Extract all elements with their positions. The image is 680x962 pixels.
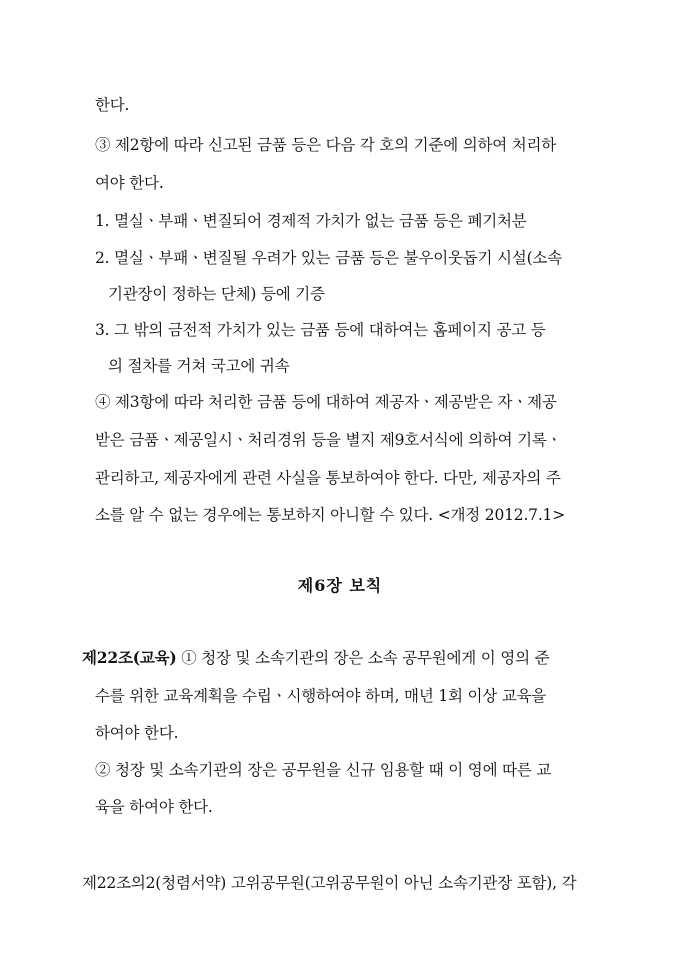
text-line: 한다.	[95, 96, 130, 114]
article-22-2-line: 제22조의2(청렴서약) 고위공무원(고위공무원이 아닌 소속기관장 포함), 각	[82, 874, 577, 892]
text-line: ② 청장 및 소속기관의 장은 공무원을 신규 임용할 때 이 영에 따른 교	[95, 761, 552, 779]
text-line: 의 절차를 거쳐 국고에 귀속	[108, 357, 290, 375]
text-line: 관리하고, 제공자에게 관련 사실을 통보하여야 한다. 다만, 제공자의 주	[95, 469, 561, 487]
text-line: 3. 그 밖의 금전적 가치가 있는 금품 등에 대하여는 홈페이지 공고 등	[95, 321, 546, 339]
text-line: 받은 금품ㆍ제공일시ㆍ처리경위 등을 별지 제9호서식에 의하여 기록ㆍ	[95, 431, 562, 449]
article-22-first-line	[82, 648, 549, 668]
article-22-title: 제22조(교육)	[82, 648, 177, 667]
text-line: 기관장이 정하는 단체) 등에 기증	[108, 285, 325, 303]
text-line: 1. 멸실ㆍ부패ㆍ변질되어 경제적 가치가 없는 금품 등은 폐기처분	[95, 212, 527, 230]
chapter-heading: 제6장 보칙	[297, 576, 383, 595]
text-line: 하여야 한다.	[95, 724, 179, 742]
article-22-text: ① 청장 및 소속기관의 장은 소속 공무원에게 이 영의 준	[176, 649, 550, 667]
text-line: 소를 알 수 없는 경우에는 통보하지 아니할 수 있다. <개정 2012.7.1>	[95, 506, 566, 524]
text-line: 여야 한다.	[95, 174, 164, 192]
text-line: ③ 제2항에 따라 신고된 금품 등은 다음 각 호의 기준에 의하여 처리하	[95, 136, 557, 154]
text-line: ④ 제3항에 따라 처리한 금품 등에 대하여 제공자ㆍ제공받은 자ㆍ제공	[95, 393, 557, 411]
text-line: 육을 하여야 한다.	[95, 798, 213, 816]
text-line: 2. 멸실ㆍ부패ㆍ변질될 우려가 있는 금품 등은 불우이웃돕기 시설(소속	[95, 249, 562, 267]
text-line: 수를 위한 교육계획을 수립ㆍ시행하여야 하며, 매년 1회 이상 교육을	[95, 687, 547, 705]
